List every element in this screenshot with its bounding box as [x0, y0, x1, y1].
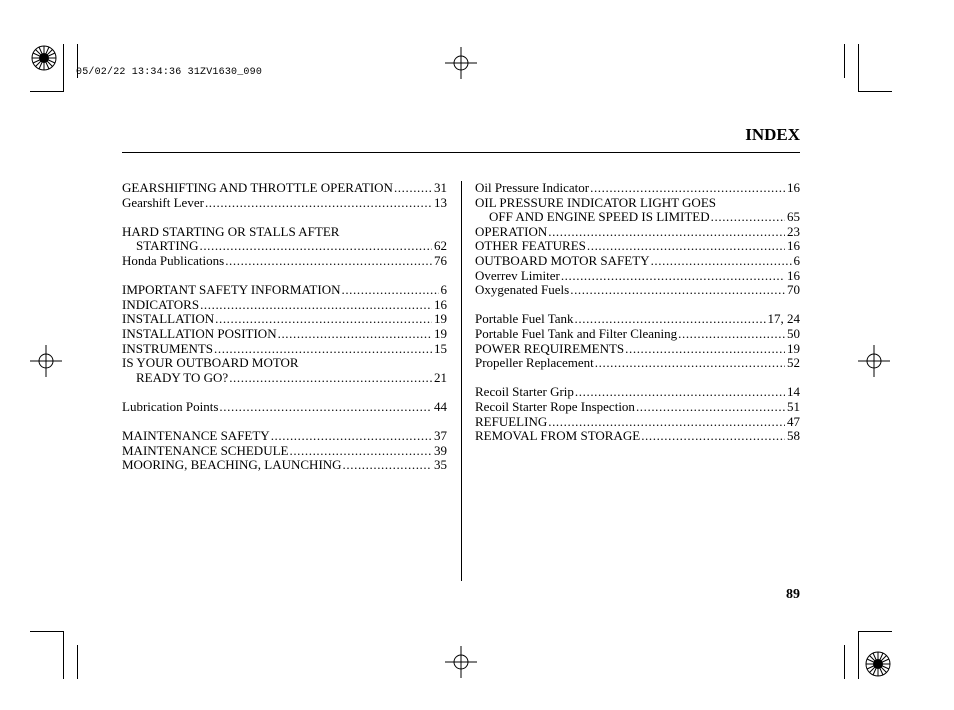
index-entry-label: OPERATION — [475, 224, 548, 239]
index-entry-label: Overrev Limiter — [475, 268, 560, 283]
index-entry — [475, 269, 800, 284]
index-entry-label: Recoil Starter Rope Inspection — [475, 399, 635, 414]
index-spacer — [122, 210, 447, 225]
index-entry-page: 15 — [434, 341, 447, 356]
index-entry-label: INDICATORS — [122, 297, 200, 312]
dot-leader — [625, 342, 785, 357]
index-entry-label: POWER REQUIREMENTS — [475, 341, 625, 356]
index-entry-page: 52 — [787, 356, 800, 371]
dot-leader — [636, 400, 785, 415]
index-entry-page: 58 — [787, 429, 800, 444]
index-entry — [475, 254, 800, 269]
index-entry-label: MAINTENANCE SAFETY — [122, 429, 270, 444]
index-spacer — [122, 385, 447, 400]
index-entry — [122, 298, 447, 313]
index-spacer — [122, 269, 447, 284]
index-entry-label: Portable Fuel Tank and Filter Cleaning — [475, 326, 678, 341]
index-entry — [475, 225, 800, 240]
index-entry-label: Oxygenated Fuels — [475, 283, 570, 298]
index-spacer — [122, 415, 447, 430]
index-entry-label: Gearshift Lever — [122, 195, 204, 210]
index-column-left — [122, 181, 447, 473]
index-entry-label: OTHER FEATURES — [475, 239, 586, 254]
index-entry-label: REFUELING — [475, 414, 548, 429]
index-entry — [122, 196, 447, 211]
index-entry-page: 31 — [434, 181, 447, 195]
index-entry — [475, 415, 800, 430]
dot-leader — [575, 385, 785, 400]
index-entry-label: INSTALLATION POSITION — [122, 326, 277, 341]
index-entry — [475, 342, 800, 357]
index-entry-page: 51 — [787, 399, 800, 414]
index-entry-label: Lubrication Points — [122, 399, 219, 414]
index-entry — [122, 254, 447, 269]
index-entry-page: 19 — [434, 312, 447, 327]
column-divider — [461, 181, 462, 581]
index-entry-page: 16 — [787, 181, 800, 195]
crosshair-icon — [445, 646, 477, 678]
index-entry — [122, 371, 447, 386]
index-entry-page: 62 — [434, 239, 447, 254]
index-entry — [475, 356, 800, 371]
index-entry-label: INSTALLATION — [122, 312, 215, 327]
index-entry-page: 39 — [434, 443, 447, 458]
dot-leader — [678, 327, 785, 342]
crosshair-icon — [30, 345, 62, 377]
index-entry-page: 35 — [434, 458, 447, 473]
index-entry — [475, 327, 800, 342]
dot-leader — [278, 327, 432, 342]
index-spacer — [475, 298, 800, 313]
index-entry-label: Recoil Starter Grip — [475, 385, 574, 400]
index-entry-label: OIL PRESSURE INDICATOR LIGHT GOES — [475, 195, 716, 210]
index-entry-label: IMPORTANT SAFETY INFORMATION — [122, 283, 341, 298]
index-entry — [122, 458, 447, 473]
print-timestamp: 05/02/22 13:34:36 31ZV1630_090 — [76, 67, 263, 78]
registration-target-icon — [30, 44, 58, 72]
index-entry — [475, 181, 800, 196]
index-entry-label: OUTBOARD MOTOR SAFETY — [475, 253, 650, 268]
index-entry-page: 6 — [793, 253, 800, 268]
dot-leader — [548, 415, 785, 430]
registration-target-icon — [864, 650, 892, 678]
index-entry-page: 17, 24 — [767, 312, 800, 327]
index-entry-label: Honda Publications — [122, 253, 225, 268]
dot-leader — [341, 283, 438, 298]
index-entry — [122, 429, 447, 444]
crosshair-icon — [445, 47, 477, 79]
index-entry-page: 16 — [434, 297, 447, 312]
index-entry-page: 70 — [787, 283, 800, 298]
page-title: INDEX — [745, 125, 800, 144]
dot-leader — [711, 210, 785, 225]
index-entry-page: 50 — [787, 326, 800, 341]
dot-leader — [229, 371, 432, 386]
index-entry-label: HARD STARTING OR STALLS AFTER — [122, 224, 340, 239]
index-entry-label: IS YOUR OUTBOARD MOTOR — [122, 356, 299, 371]
dot-leader — [575, 312, 766, 327]
index-entry — [122, 312, 447, 327]
index-entry-page: 47 — [787, 414, 800, 429]
index-entry — [122, 181, 447, 196]
dot-leader — [199, 239, 432, 254]
index-entry — [475, 210, 800, 225]
dot-leader — [219, 400, 432, 415]
index-entry-page: 37 — [434, 429, 447, 444]
index-entry-label: INSTRUMENTS — [122, 341, 214, 356]
index-column-right — [475, 181, 800, 444]
index-entry — [475, 283, 800, 298]
dot-leader — [205, 196, 432, 211]
index-entry — [122, 342, 447, 357]
index-entry-page: 16 — [787, 239, 800, 254]
index-entry-label: Oil Pressure Indicator — [475, 181, 590, 195]
index-entry — [475, 312, 800, 327]
index-entry-page: 44 — [434, 399, 447, 414]
index-entry — [475, 385, 800, 400]
index-entry-page: 6 — [440, 283, 447, 298]
index-entry-page: 76 — [434, 253, 447, 268]
index-entry — [122, 283, 447, 298]
dot-leader — [561, 269, 785, 284]
index-entry — [122, 225, 447, 240]
index-entry — [475, 429, 800, 444]
dot-leader — [548, 225, 785, 240]
index-entry-label: Propeller Replacement — [475, 356, 594, 371]
index-entry-label: GEARSHIFTING AND THROTTLE OPERATION — [122, 181, 393, 195]
index-entry-label: READY TO GO? — [136, 370, 229, 385]
dot-leader — [214, 342, 432, 357]
crosshair-icon — [858, 345, 890, 377]
dot-leader — [394, 181, 432, 196]
dot-leader — [225, 254, 432, 269]
index-entry — [475, 400, 800, 415]
index-entry-page: 16 — [787, 268, 800, 283]
index-entry-label: OFF AND ENGINE SPEED IS LIMITED — [489, 210, 710, 225]
page-number: 89 — [786, 587, 800, 602]
index-entry — [122, 356, 447, 371]
index-entry-label: Portable Fuel Tank — [475, 312, 574, 327]
index-entry — [122, 400, 447, 415]
index-entry-page: 19 — [787, 341, 800, 356]
index-entry-label: MOORING, BEACHING, LAUNCHING — [122, 458, 342, 473]
dot-leader — [590, 181, 785, 196]
dot-leader — [343, 458, 432, 473]
index-entry — [475, 196, 800, 211]
dot-leader — [595, 356, 785, 371]
index-entry-label: STARTING — [136, 239, 199, 254]
index-entry-page: 13 — [434, 195, 447, 210]
dot-leader — [215, 312, 432, 327]
dot-leader — [587, 239, 785, 254]
index-entry-label: MAINTENANCE SCHEDULE — [122, 443, 289, 458]
dot-leader — [651, 254, 792, 269]
dot-leader — [570, 283, 785, 298]
dot-leader — [271, 429, 432, 444]
index-entry-page: 21 — [434, 370, 447, 385]
index-entry — [475, 239, 800, 254]
index-entry — [122, 239, 447, 254]
index-entry — [122, 327, 447, 342]
header-rule — [122, 152, 800, 153]
dot-leader — [641, 429, 785, 444]
dot-leader — [200, 298, 432, 313]
index-entry-page: 65 — [787, 210, 800, 225]
dot-leader — [289, 444, 432, 459]
index-spacer — [475, 371, 800, 386]
index-entry — [122, 444, 447, 459]
index-entry-page: 23 — [787, 224, 800, 239]
index-entry-label: REMOVAL FROM STORAGE — [475, 429, 641, 444]
index-entry-page: 19 — [434, 326, 447, 341]
index-entry-page: 14 — [787, 385, 800, 400]
